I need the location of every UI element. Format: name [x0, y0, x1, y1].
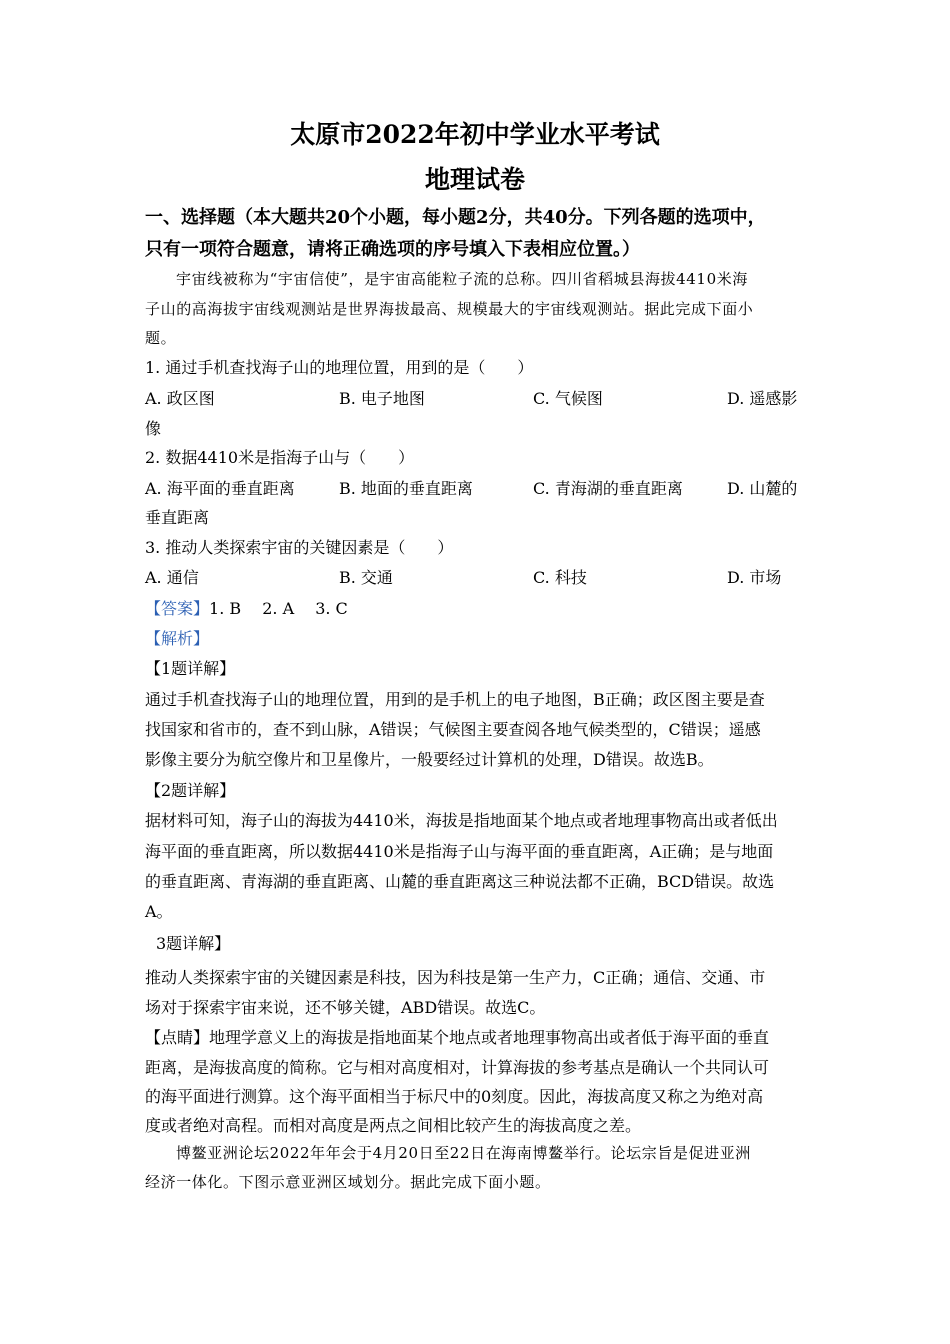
detail-1-line3: 影像主要分为航空像片和卫星像片，一般要经过计算机的处理，D错误。故选B。	[145, 750, 714, 769]
analysis-label: 【解析】	[145, 629, 210, 648]
material1-line3: 题。	[145, 329, 177, 347]
question-3-option-c: C. 科技	[533, 568, 587, 587]
question-3-option-d: D. 市场	[727, 568, 782, 587]
answer-line	[145, 596, 348, 619]
detail-2-line3: 的垂直距离、青海湖的垂直距离、山麓的垂直距离这三种说法都不正确，BCD错误。故选	[145, 872, 775, 891]
detail-1-title: 【1题详解】	[145, 659, 236, 678]
question-1-option-b: B. 电子地图	[339, 389, 425, 408]
section-heading-line2: 只有一项符合题意，请将正确选项的序号填入下表相应位置。）	[145, 239, 640, 260]
question-1-option-d-wrap: 像	[145, 419, 162, 438]
question-3-stem: 3. 推动人类探索宇宙的关键因素是（ ）	[145, 538, 454, 557]
question-1-option-a: A. 政区图	[145, 389, 215, 408]
exam-title: 太原市2022年初中学业水平考试	[290, 120, 660, 149]
question-2-option-d-wrap: 垂直距离	[145, 508, 210, 527]
detail-2-line2: 海平面的垂直距离，所以数据4410米是指海子山与海平面的垂直距离，A正确；是与地面	[145, 842, 774, 861]
detail-3-title: 3题详解】	[156, 934, 231, 953]
question-2-option-b: B. 地面的垂直距离	[339, 479, 473, 498]
answer-text: 1. B 2. A 3. C	[209, 599, 348, 618]
tip-line2: 距离，是海拔高度的简称。它与相对高度相对，计算海拔的参考基点是确认一个共同认可	[145, 1058, 770, 1077]
detail-3-line2: 场对于探索宇宙来说，还不够关键，ABD错误。故选C。	[145, 998, 546, 1017]
answer-label: 【答案】	[145, 599, 210, 618]
question-3-option-b: B. 交通	[339, 568, 393, 587]
detail-2-title: 【2题详解】	[145, 781, 236, 800]
section-heading-line1: 一、选择题（本大题共20个小题，每小题2分，共40分。下列各题的选项中，	[145, 207, 766, 228]
question-2-option-d: D. 山麓的	[727, 479, 798, 498]
material1-line2: 子山的高海拔宇宙线观测站是世界海拔最高、规模最大的宇宙线观测站。据此完成下面小	[145, 300, 754, 318]
material1-line1: 宇宙线被称为“宇宙信使”，是宇宙高能粒子流的总称。四川省稻城县海拔4410米海	[176, 270, 748, 288]
tip-line4: 度或者绝对高程。而相对高度是两点之间相比较产生的海拔高度之差。	[145, 1116, 642, 1135]
tip-line1: 【点睛】地理学意义上的海拔是指地面某个地点或者地理事物高出或者低于海平面的垂直	[145, 1028, 770, 1047]
detail-2-line1: 据材料可知，海子山的海拔为4410米，海拔是指地面某个地点或者地理事物高出或者低出	[145, 811, 778, 830]
question-2-option-c: C. 青海湖的垂直距离	[533, 479, 683, 498]
question-2-stem: 2. 数据4410米是指海子山与（ ）	[145, 448, 415, 467]
question-3-option-a: A. 通信	[145, 568, 199, 587]
question-1-option-d: D. 遥感影	[727, 389, 798, 408]
detail-1-line2: 找国家和省市的，查不到山脉，A错误；气候图主要查阅各地气候类型的，C错误；遥感	[145, 720, 761, 739]
exam-subtitle: 地理试卷	[424, 165, 525, 194]
detail-1-line1: 通过手机查找海子山的地理位置，用到的是手机上的电子地图，B正确；政区图主要是查	[145, 690, 765, 709]
detail-2-line4: A。	[145, 902, 173, 921]
question-2-option-a: A. 海平面的垂直距离	[145, 479, 295, 498]
question-1-stem: 1. 通过手机查找海子山的地理位置，用到的是（ ）	[145, 358, 534, 377]
tip-line3: 的海平面进行测算。这个海平面相当于标尺中的0刻度。因此，海拔高度又称之为绝对高	[145, 1087, 764, 1106]
material2-line1: 博鳌亚洲论坛2022年年会于4月20日至22日在海南博鳌举行。论坛宗旨是促进亚洲	[176, 1144, 751, 1162]
detail-3-line1: 推动人类探索宇宙的关键因素是科技，因为科技是第一生产力，C正确；通信、交通、市	[145, 968, 766, 987]
material2-line2: 经济一体化。下图示意亚洲区域划分。据此完成下面小题。	[145, 1173, 551, 1191]
question-1-option-c: C. 气候图	[533, 389, 603, 408]
